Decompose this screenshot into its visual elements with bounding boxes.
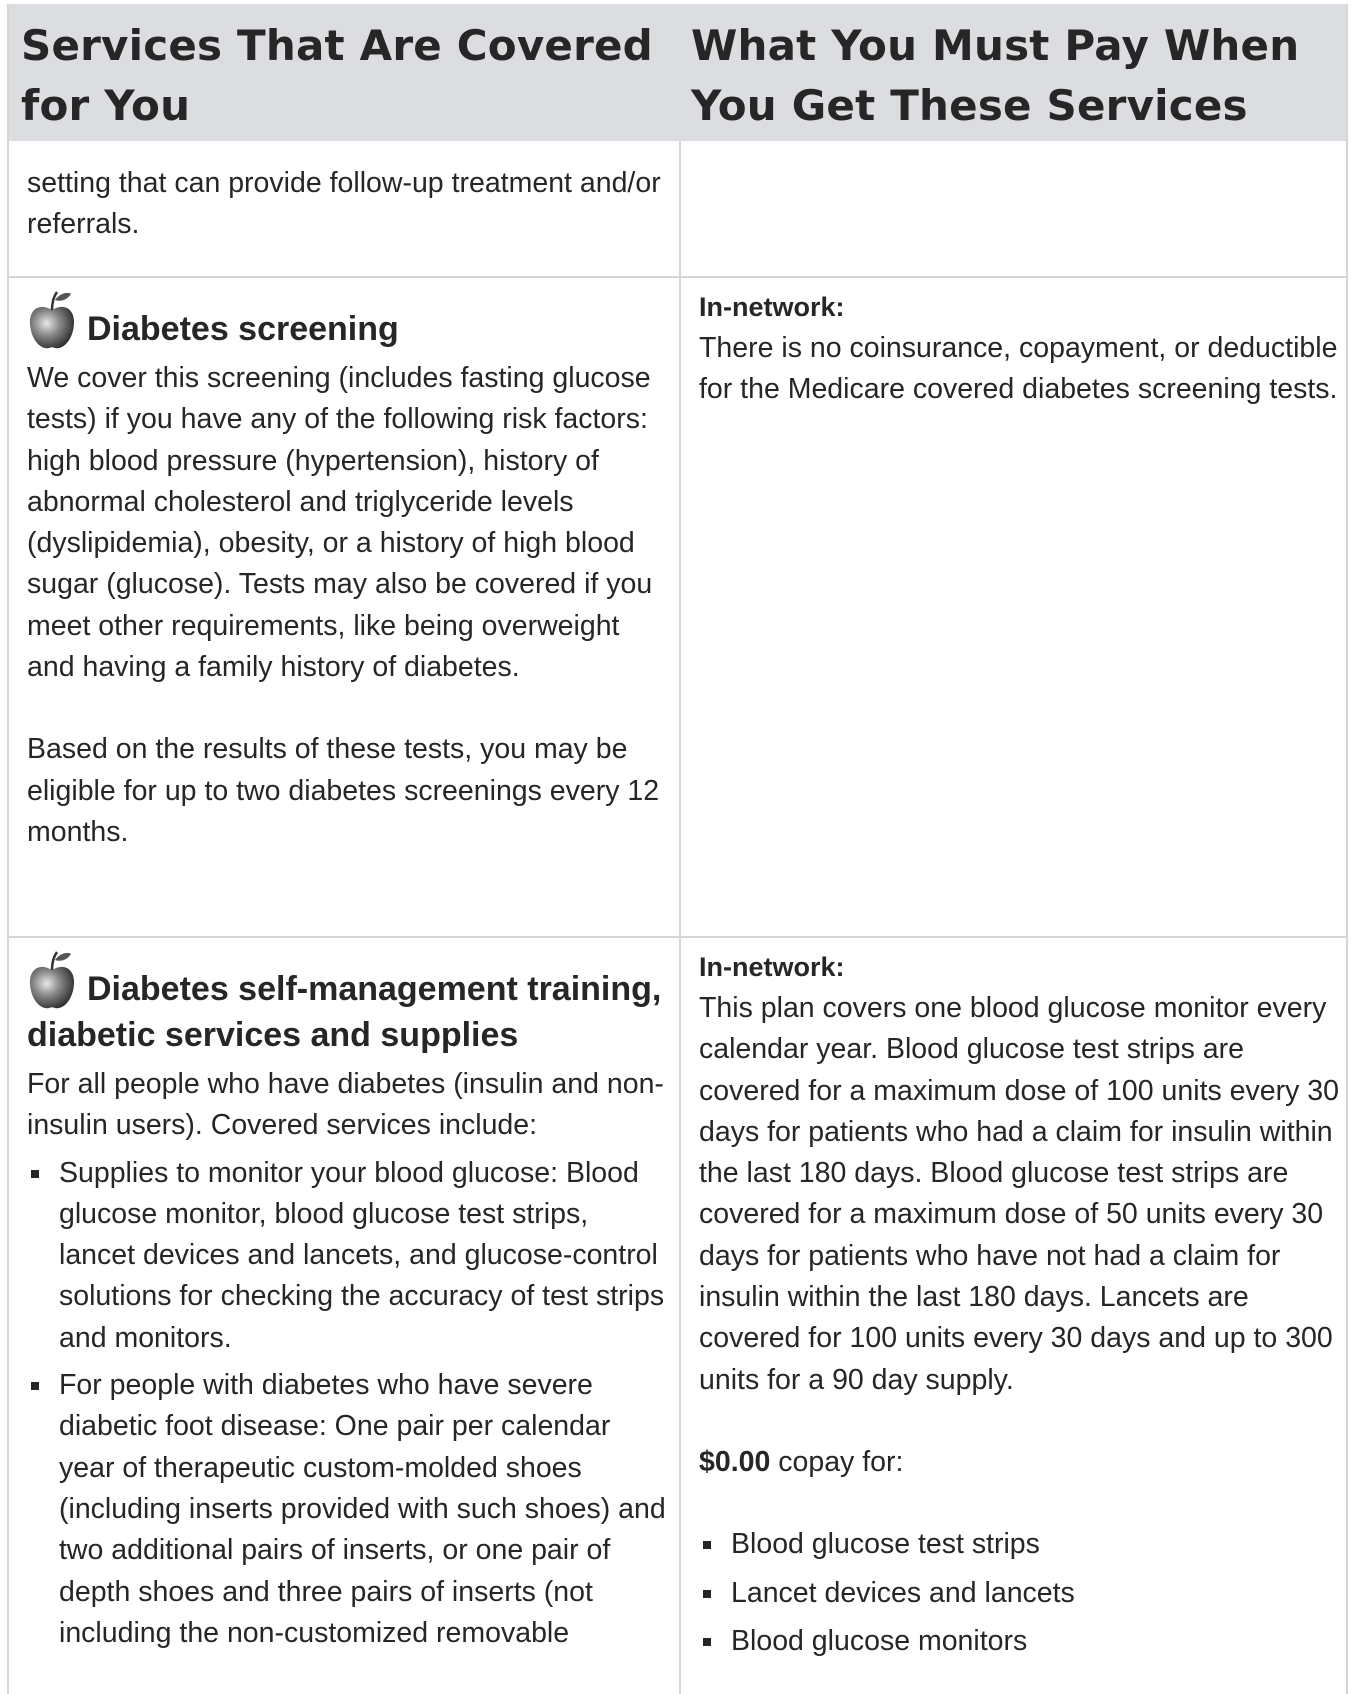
copay-amount: $0.00 bbox=[699, 1445, 771, 1478]
table-header bbox=[9, 4, 1346, 141]
copay-suffix: copay for: bbox=[770, 1445, 904, 1478]
apple-icon bbox=[27, 948, 77, 1012]
row3-services-cell bbox=[27, 948, 672, 1660]
row1-services-text: setting that can provide follow-up treatment and/or referrals. bbox=[27, 167, 661, 241]
diabetes-training-intro: For all people who have diabetes (insulin and non-insulin users). Covered services include: bbox=[27, 1068, 664, 1142]
row3-payment-cell bbox=[699, 946, 1344, 1669]
diabetes-screening-title: Diabetes screening bbox=[87, 310, 399, 348]
diabetes-supplies-cost: This plan covers one blood glucose monitor every calendar year. Blood glucose test strips are covered for a maximum dose of 100 units every 30 days for patients who had a claim for insulin within the last 180 days. Blood glucose test strips are covered for a maximum dose of 50 units every 30 days for patients who have not had a claim for insulin within the last 180 days. Lancets are covered for 100 units every 30 days and up to 300 units for a 90 day supply. bbox=[699, 992, 1339, 1396]
list-item: Blood glucose monitors bbox=[699, 1621, 1344, 1662]
copay-line bbox=[699, 1442, 1344, 1483]
row-divider bbox=[9, 936, 1346, 938]
row-divider bbox=[9, 276, 1346, 278]
column-divider bbox=[679, 141, 681, 1694]
header-services-covered: Services That Are Covered for You bbox=[21, 21, 653, 130]
benefits-table bbox=[7, 4, 1348, 1694]
list-item: Lancet devices and lancets bbox=[699, 1573, 1344, 1614]
header-what-you-pay: What You Must Pay When You Get These Services bbox=[691, 21, 1300, 130]
in-network-label: In-network: bbox=[699, 292, 845, 322]
diabetes-training-title: Diabetes self-management training, diabetic services and supplies bbox=[27, 970, 662, 1054]
diabetes-screening-title-row bbox=[27, 288, 672, 352]
diabetes-screening-frequency: Based on the results of these tests, you may be eligible for up to two diabetes screenings every 12 months. bbox=[27, 733, 660, 848]
in-network-label: In-network: bbox=[699, 952, 845, 982]
row2-services-cell bbox=[27, 288, 672, 853]
diabetes-screening-cost: There is no coinsurance, copayment, or deductible for the Medicare covered diabetes screening tests. bbox=[699, 332, 1338, 406]
covered-services-list bbox=[27, 1153, 672, 1655]
list-item: Supplies to monitor your blood glucose: Blood glucose monitor, blood glucose test strips, lancet devices and lancets, and glucose-control solutions for checking the accuracy of test strips and monitors. bbox=[27, 1153, 672, 1359]
apple-icon bbox=[27, 288, 77, 352]
list-item: For people with diabetes who have severe diabetic foot disease: One pair per calendar year of therapeutic custom-molded shoes (including inserts provided with such shoes) and two additional pairs of inserts, or one pair of depth shoes and three pairs of inserts (not including the non-customized removable bbox=[27, 1365, 672, 1654]
row1-services-cell bbox=[27, 163, 667, 246]
list-item: Blood glucose test strips bbox=[699, 1524, 1344, 1565]
diabetes-training-title-row bbox=[27, 948, 672, 1058]
copay-items-list bbox=[699, 1524, 1344, 1662]
row2-payment-cell bbox=[699, 286, 1339, 411]
diabetes-screening-description: We cover this screening (includes fasting glucose tests) if you have any of the following risk factors: high blood pressure (hypertension), history of abnormal cholesterol and triglyceride levels (dyslipidemia), obesity, or a history of high blood sugar (glucose). Tests may also be covered if you meet other requirements, like being overweight and having a family history of diabetes. bbox=[27, 362, 653, 684]
